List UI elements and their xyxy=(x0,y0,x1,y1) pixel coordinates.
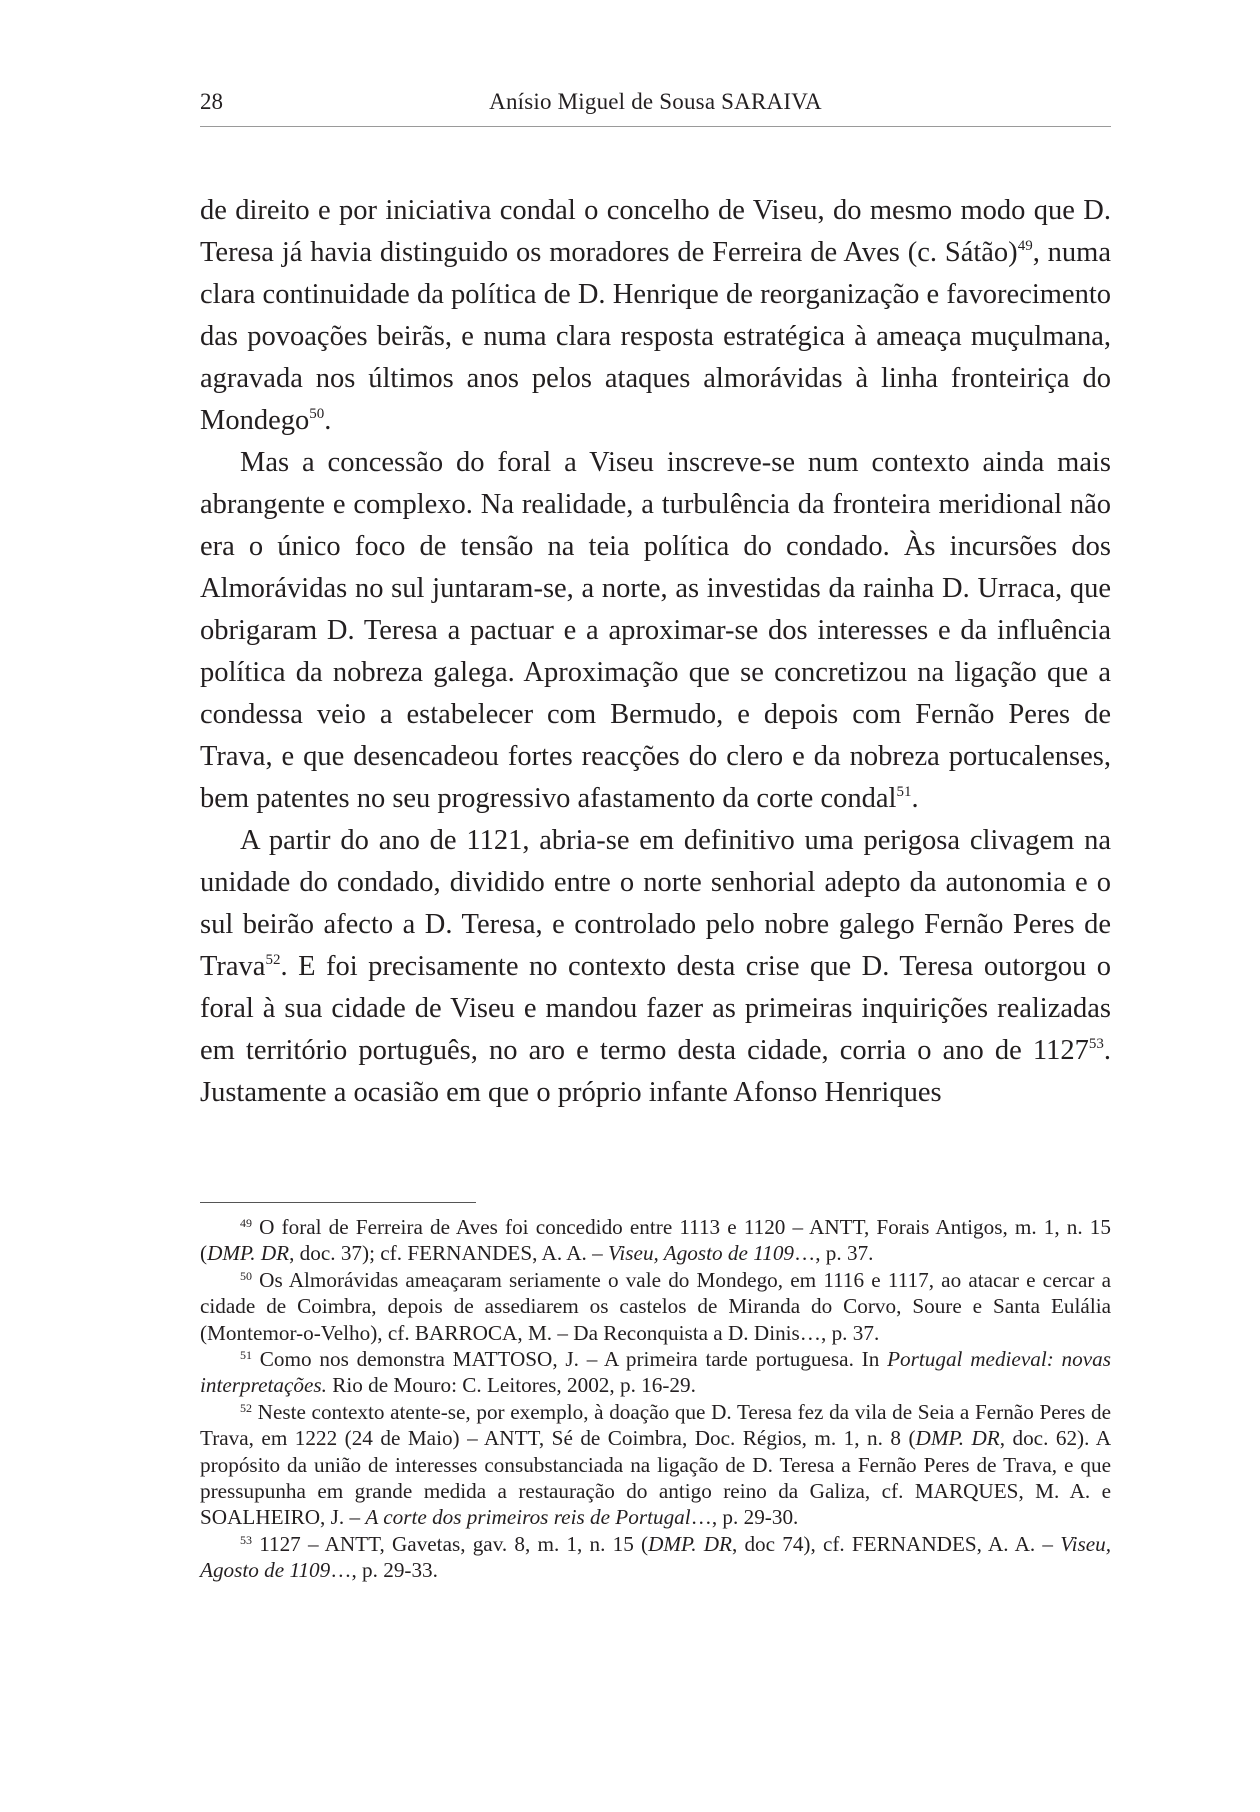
footnote-53 xyxy=(200,1531,1111,1584)
footnote-ref-53: 53 xyxy=(1088,1035,1104,1052)
footnote-text: Os Almorávidas ameaçaram seriamente o vale do Mondego, em 1116 e 1117, ao atacar e cercar a cidade de Coimbra, depois de assediarem os castelos de Miranda do Corvo, Soure e Santa Eulália (Montemor-o-Velho), cf. BARROCA, M. – Da Reconquista a D. Dinis…, p. 37. xyxy=(200,1267,1111,1345)
footnote-text: Como nos demonstra MATTOSO, J. – A primeira tarde portuguesa. In xyxy=(252,1347,888,1372)
paragraph-text: . xyxy=(324,405,332,436)
paragraph-text: , numa clara continuidade da política de D. Henrique de reorganização e favorecimento das povoações beirãs, e numa clara resposta estratégica à ameaça muçulmana, agravada nos últimos anos pelos ataques almorávidas à linha fronteiriça do Mondego xyxy=(200,237,1112,436)
footnote-text: Rio de Mouro: C. Leitores, 2002, p. 16-29. xyxy=(326,1373,696,1398)
running-header xyxy=(200,86,1111,127)
footnote-number: 53 xyxy=(240,1532,252,1547)
footnotes xyxy=(200,1214,1111,1584)
footnote-number: 50 xyxy=(240,1268,252,1283)
body-text xyxy=(200,190,1111,1114)
footnote-text: , doc. 62). A propósito da união de interesses consubstanciada na ligação de D. Teresa a Fernão Peres de Trava, e que pressupunha em grande medida a restauração do antigo reino da Galiza, cf. MARQUES, M. A. e SOALHEIRO, J. – xyxy=(200,1426,1112,1530)
paragraph-2 xyxy=(200,442,1111,820)
paragraph-text: de direito e por iniciativa condal o concelho de Viseu, do mesmo modo que D. Teresa já havia distinguido os moradores de Ferreira de Aves (c. Sátão) xyxy=(200,195,1111,268)
paragraph-text: . xyxy=(911,783,919,814)
book-page xyxy=(200,0,1111,1812)
footnote-49 xyxy=(200,1214,1111,1267)
paragraph-text: . Justamente a ocasião em que o próprio infante Afonso Henriques xyxy=(200,1035,1111,1108)
paragraph-text: A partir do ano de 1121, abria-se em definitivo uma perigosa clivagem na unidade do condado, dividido entre o norte senhorial adepto da autonomia e o sul beirão afecto a D. Teresa, e controlado pelo nobre galego Fernão Peres de Trava xyxy=(200,825,1111,982)
footnote-number: 49 xyxy=(240,1215,252,1230)
footnote-italic: DMP. DR xyxy=(207,1241,290,1266)
footnote-italic: DMP. DR xyxy=(648,1531,732,1556)
footnote-italic: Portugal medieval: novas interpretações. xyxy=(200,1347,1111,1398)
footnote-ref-51: 51 xyxy=(896,783,912,800)
footnote-51 xyxy=(200,1346,1111,1399)
paragraph-1 xyxy=(200,190,1111,442)
footnote-italic: DMP. DR xyxy=(915,1426,1000,1451)
footnote-50 xyxy=(200,1267,1111,1346)
footnote-italic: Viseu, Agosto de 1109 xyxy=(200,1531,1111,1583)
footnote-text: , doc. 37); cf. FERNANDES, A. A. – xyxy=(289,1241,609,1266)
footnote-italic: A corte dos primeiros reis de Portugal xyxy=(365,1505,691,1530)
running-title: Anísio Miguel de Sousa SARAIVA xyxy=(489,89,822,114)
footnote-text: …, p. 37. xyxy=(794,1241,874,1266)
page-number: 28 xyxy=(200,89,223,114)
footnote-ref-50: 50 xyxy=(309,405,325,422)
footnote-separator xyxy=(200,1202,476,1203)
paragraph-text: Mas a concessão do foral a Viseu inscreve-se num contexto ainda mais abrangente e complexo. Na realidade, a turbulência da fronteira meridional não era o único foco de tensão na teia política do condado. Às incursões dos Almorávidas no sul juntaram-se, a norte, as investidas da rainha D. Urraca, que obrigaram D. Teresa a pactuar e a aproximar-se dos interesses e da influência política da nobreza galega. Aproximação que se concretizou na ligação que a condessa veio a estabelecer com Bermudo, e depois com Fernão Peres de Trava, e que desencadeou fortes reacções do clero e da nobreza portucalenses, bem patentes no seu progressivo afastamento da corte condal xyxy=(200,447,1111,814)
footnote-text: …, p. 29-30. xyxy=(690,1505,799,1530)
paragraph-text: . E foi precisamente no contexto desta crise que D. Teresa outorgou o foral à sua cidade de Viseu e mandou fazer as primeiras inquirições realizadas em território português, no aro e termo desta cidade, corria o ano de 1127 xyxy=(200,951,1111,1066)
footnote-number: 52 xyxy=(240,1400,252,1415)
footnote-text: O foral de Ferreira de Aves foi concedido entre 1113 e 1120 – ANTT, Forais Antigos, m. 1, n. 15 ( xyxy=(200,1215,1111,1266)
footnote-52 xyxy=(200,1399,1111,1531)
footnote-text: 1127 – ANTT, Gavetas, gav. 8, m. 1, n. 15 ( xyxy=(252,1531,649,1556)
footnote-ref-49: 49 xyxy=(1017,237,1033,254)
paragraph-3 xyxy=(200,820,1111,1114)
footnote-text: …, p. 29-33. xyxy=(330,1558,438,1583)
footnote-italic: Viseu, Agosto de 1109 xyxy=(608,1241,795,1266)
footnote-text: Neste contexto atente-se, por exemplo, à doação que D. Teresa fez da vila de Seia a Fernão Peres de Trava, em 1222 (24 de Maio) – ANTT, Sé de Coimbra, Doc. Régios, m. 1, n. 8 ( xyxy=(200,1399,1111,1451)
footnote-ref-52: 52 xyxy=(265,951,281,968)
footnote-text: , doc 74), cf. FERNANDES, A. A. – xyxy=(731,1531,1061,1556)
footnote-number: 51 xyxy=(240,1347,252,1362)
